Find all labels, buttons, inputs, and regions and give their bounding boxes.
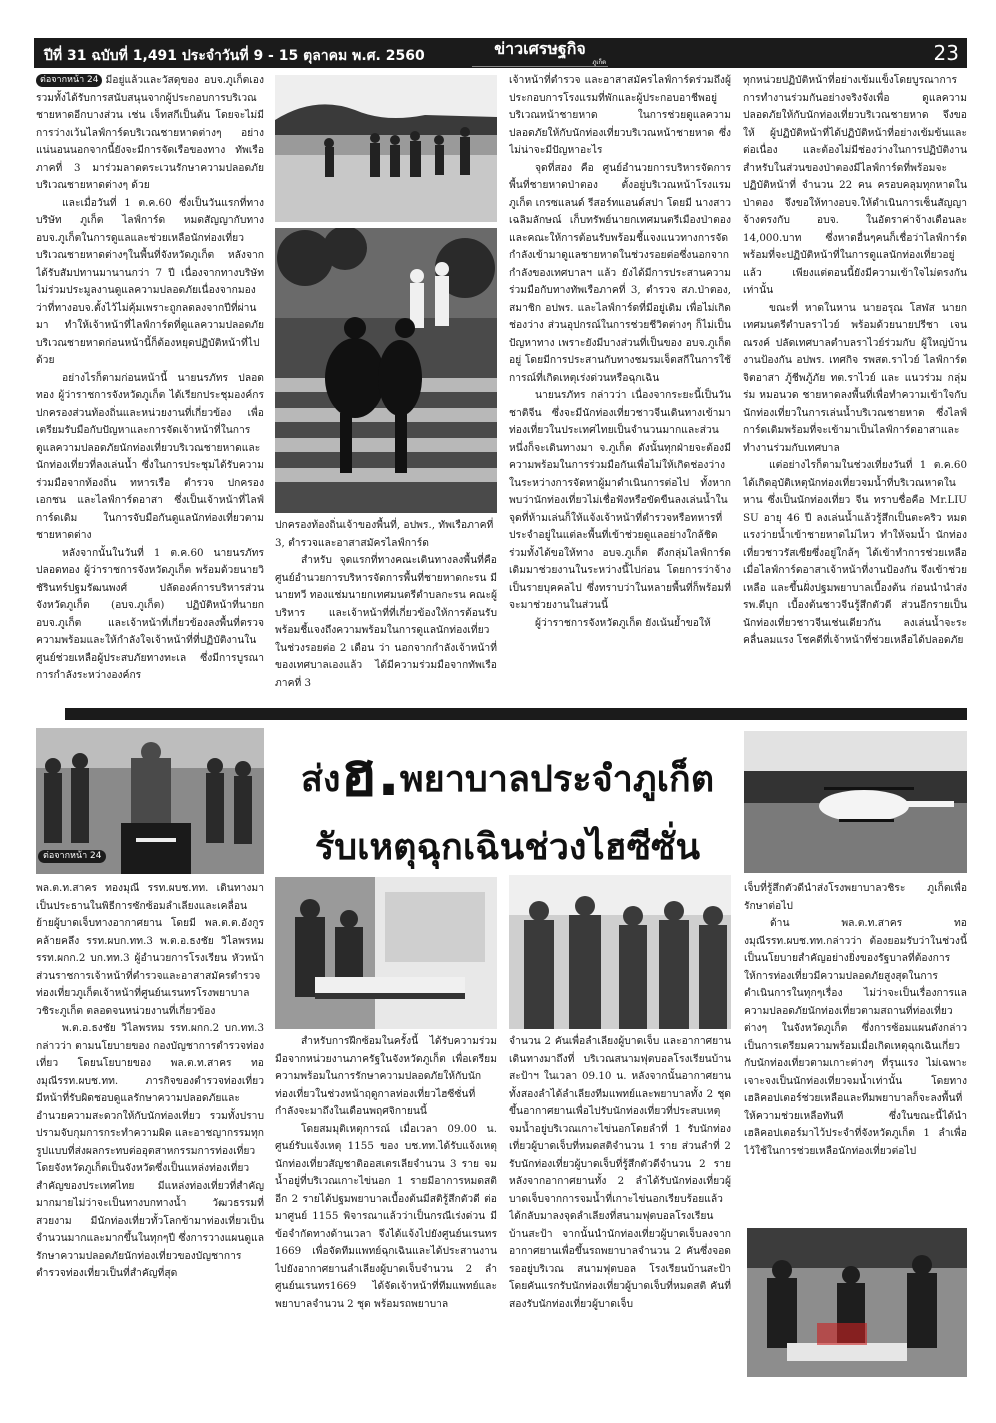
headline-emphasis: ฮ. [340,740,400,810]
story2-column-4 [744,880,967,1220]
story2-column-3 [509,1033,731,1420]
photo-caption: ปกครองท้องถิ่นเจ้าของพื้นที่, อปพร., ทัพเรือภาคที่ 3, ตำรวจและอาสาสมัครไลฟ์การ์ด [275,519,494,549]
story2-paragraph: โดยสมมุติเหตุการณ์ เมื่อเวลา 09.00 น. ศูนย์รับแจ้งเหตุ 1155 ของ บช.ทท.ได้รับแจ้งเหตุนักท่องเที่ยวสัญชาติออสเตรเลียจำนวน 3 ราย จมน้ำอยู่ที่บริเวณเกาะไข่นอก 1 รายมีอาการหมดสติ อีก 2 รายได้ปฐมพยาบาลเบื้องต้นมีสติรู้สึกตัวดี ต่อมาศูนย์ 1155 พิจารณาแล้วว่าเป็นกรณีเร่งด่วน มีข้อจำกัดทางด้านเวลา จึงได้แจ้งไปยังศูนย์นเรนทร 1669 เพื่อจัดทีมแพทย์ฉุกเฉินและได้ประสานงานไปยังอากาศยานลำเลียงผู้บาดเจ็บจำนวน 2 ลำ ศูนย์นเรนทร1669 ได้จัดเจ้าหน้าที่ทีมแพทย์และพยาบาลจำนวน 2 ชุด พร้อมรถพยาบาล [275,1122,497,1310]
section-divider [65,708,967,720]
story1-paragraph: ต่อจากหน้า 24 มีอยู่แล้วและวัสดุของ อบจ.ภูเก็ตเองรวมทั้งได้รับการสนับสนุนจากผู้ประกอบการบริเวณชายหาดอีกบางส่วน เช่น เจ็ทสกีเป็นต้น โดยจะไม่มีการว่างเว้นไลฟ์การ์ดบริเวณชายหาดต่างๆ อย่างแน่นอนนอกจากนี้ยังจะมีการจัดเรือของทาง ทัพเรือภาคที่ 3 มาร่วมลาดตระเวนรักษาความปลอดภัยบริเวณชายหาดต่างๆ ด้วย [36,74,264,191]
logo-subtext: ภูเก็ต [592,59,606,66]
story1-column-2 [275,552,497,704]
beach-patrol-photo [275,75,497,222]
story1-paragraph: และเมื่อวันที่ 1 ต.ค.60 ซึ่งเป็นวันแรกที่ทางบริษัท ภูเก็ต ไลฟ์การ์ด หมดสัญญากับทาง อบจ.ภูเก็ตในการดูแลและช่วยเหลือนักท่องเที่ยวบริเวณชายหาดต่างๆในพื้นที่จังหวัดภูเก็ต หลังจากได้รับสัมปทานมานานกว่า 7 ปี เนื่องจากทางบริษัทไม่ร่วมประมูลงานดูแลความปลอดภัยเนื่องจากมองว่าที่ทางอบจ.ตั้งไว้ไม่คุ้มเพราะถูกลดลงจากปีที่ผ่านมา ทำให้เจ้าหน้าที่ไลฟ์การ์ดที่ดูแลความปลอดภัยบริเวณชายหาดก่อนหน้านี้ก็ต้องหยุดปฏิบัติหน้าที่ไปด้วย [36,196,264,366]
story1-paragraph: อย่างไรก็ตามก่อนหน้านี้ นายนรภัทร ปลอดทอง ผู้ว่าราชการจังหวัดภูเก็ต ได้เรียกประชุมองค์กรปกครองส่วนท้องถิ่นและหน่วยงานที่เกี่ยวข้อง เพื่อเตรียมรับมือกับปัญหาและการจัดเจ้าหน้าที่ในการดูแลความปลอดภัยนักท่องเที่ยวบริเวณชายหาดและนักท่องเที่ยวที่ลงเล่นน้ำ ซึ่งในการประชุมได้รับความร่วมมือจากท้องถิ่น ทหารเรือ ตำรวจ ปกครอง เอกชน และไลฟ์การ์ดอาสา ซึ่งเป็นเจ้าหน้าที่ไลฟ์การ์ดเดิม ในการจับมือกันดูแลนักท่องเที่ยวตามชายหาดต่าง [36,371,264,541]
issue-info: ปีที่ 31 ฉบับที่ 1,491 ประจำวันที่ 9 - 15 ตุลาคม พ.ศ. 2560 [44,48,425,64]
story2-column-2 [275,1033,497,1420]
story2-paragraph: ด้าน พล.ต.ท.สาคร ทองมุณีรรท.ผบช.ทท.กล่าวว่า ต้องยอมรับว่าในช่วงนี้เป็นนโยบายสำคัญอย่างยิ่งของรัฐบาลที่ต้องการให้การท่องเที่ยวมีความปลอดภัยสูงสุดในการดำเนินการในทุกๆเรื่อง ไม่ว่าจะเป็นเรื่องการแลความปลอดภัยนักท่องเที่ยวตามสถานที่ท่องเที่ยวต่างๆ ในจังหวัดภูเก็ต ซึ่งการซ้อมแผนดังกล่าวเป็นการเตรียมความพร้อมเมื่อเกิดเหตุฉุกเฉินเกี่ยวกับนักท่องเที่ยวตามเกาะต่างๆ ที่รุนแรง ไม่เฉพาะเจาะจงเป็นนักท่องเที่ยวจมน้ำเท่านั้น โดยทางเฮลิคอปเตอร์ช่วยเหลือและทีมพยาบาลก็จะลงพื้นที่ให้ความช่วยเหลือทันที ซึ่งในขณะนี้ได้นำเฮลิคอปเตอร์มาไว้ประจำที่จังหวัดภูเก็ต 1 ลำเพื่อไว้ใช้ในการช่วยเหลือนักท่องเที่ยวต่อไป [744,917,967,1157]
story1-paragraph: เจ้าหน้าที่ตำรวจ และอาสาสมัครไลฟ์การ์ดร่วมถึงผู้ประกอบการโรงแรมที่พักและผู้ประกอบอาชีพอยู่บริเวณหน้าชายหาด ในการช่วยดูแลความปลอดภัยให้กับนักท่องเที่ยวบริเวณหน้าชายหาด ซึ่งไม่น่าจะมีปัญหาอะไร [509,74,731,156]
first-aid-photo [747,1228,967,1377]
story1-paragraph: ขณะที่ หาดในหาน นายอรุณ โสฬส นายกเทศมนตรีตำบลราไวย์ พร้อมด้วยนายปรีชา เจนณรงค์ ปลัดเทศบาลตำบลราไวย์ร่วมกับ ผู้ใหญ่บ้าน งานป้องกัน อปพร. เทศกิจ รพสต.ราไวย์ ไลฟ์การ์ดจิตอาสา ภู้ชีพภู้ภัย ทต.ราไวย์ และ แนวร่วม กลุ่มร่ม หมอนวด ชายหาดลงพื้นที่เพื่อทำความเข้าใจกับนักท่องเที่ยวในการเล่นน้ำบริเวณชายหาด ซึ่งไลฟ์การ์ดเดิมพร้อมที่จะเข้ามาเป็นไลฟ์การ์ดอาสาและทำงานร่วมกับเทศบาล [743,301,967,454]
story1-paragraph: สำหรับ จุดแรกที่ทางคณะเดินทางลงพื้นที่คือ ศูนย์อำนวยการบริหารจัดการพื้นที่ชายหาดกะรน มีนายทวี ทองแช่มนายกเทศมนตรีตำบลกะรน คณะผู้บริหาร และเจ้าหน้าที่ที่เกี่ยวข้องให้การต้อนรับ พร้อมชี้แจงถึงความพร้อมในการดูแลนักท่องเที่ยว ในช่วงรอยต่อ 2 เดือน ว่า นอกจากกำลังเจ้าหน้าที่ของเทศบาลเองแล้ว ได้มีความร่วมมือจากทัพเรือภาคที่ 3 [275,554,497,689]
page-header [34,38,967,68]
newspaper-logo [472,39,608,67]
story2-headline-line1: ส่งฮ.พยาบาลประจำภูเก็ต [300,740,715,810]
story2-paragraph: สำหรับการฝึกซ้อมในครั้งนี้ ได้รับความร่วมมือจากหน่วยงานภาครัฐในจังหวัดภูเก็ต เพื่อเตรียมความพร้อมในการรักษาความปลอดภัยให้กับนักท่องเที่ยวในช่วงหน้าฤดูกาลท่องเที่ยวไฮซีซั่นที่กำลังจะมาถึงในเดือนพฤศจิกายนนี้ [275,1035,497,1117]
page-number: 23 [933,41,959,65]
story2-paragraph: จำนวน 2 คันเพื่อลำเลียงผู้บาดเจ็บ และอากาศยานเดินทางมาถึงที่ บริเวณสนามฟุตบอลโรงเรียนบ้านสะป้าฯ ในเวลา 09.10 น. หลังจากนั้นอากาศยานทั้งสองลำได้ลำเลียงทีมแพทย์และพยาบาลทั้ง 2 ชุด ขึ้นอากาศยานเพื่อไปรับนักท่องเที่ยวที่ประสบเหตุจมน้ำอยู่บริเวณเกาะไข่นอกโดยลำที่ 1 รับนักท่องเที่ยวผู้บาดเจ็บที่หมดสติจำนวน 1 ราย ส่วนลำที่ 2 รับนักท่องเที่ยวผู้บาดเจ็บที่รู้สึกตัวดีจำนวน 2 ราย หลังจากอากาศยานทั้ง 2 ลำได้รับนักท่องเที่ยวผู้บาดเจ็บจากการจมน้ำที่เกาะไข่นอกเรียบร้อยแล้ว ได้กลับมาลงจุดลำเลียงที่สนามฟุตบอลโรงเรียนบ้านสะป้า จากนั้นนำนักท่องเที่ยวผู้บาดเจ็บลงจากอากาศยานเพื่อขึ้นรถพยาบาลจำนวน 2 คันซึ่งจอดรออยู่บริเวณ สนามฟุตบอล โรงเรียนบ้านสะป้า โดยคันแรกรับนักท่องเที่ยวผู้บาดเจ็บที่หมดสติ คันที่สองรับนักท่องเที่ยวผู้บาดเจ็บ [509,1035,731,1310]
story1-paragraph: แต่อย่างไรก็ตามในช่วงเที่ยงวันที่ 1 ต.ค.60 ได้เกิดอุบัติเหตุนักท่องเที่ยวจมน้ำที่บริเวณหาดในหาน ซึ่งเป็นนักท่องเที่ยว จีน ทราบชื่อคือ Mr.LIU SU อายุ 46 ปี ลงเล่นน้ำแล้วรู้สึกเป็นตะคริว หมดแรงว่ายน้ำเข้าชายหาดไม่ไหว ทำให้จมน้ำ นักท่องเที่ยวชาวรัสเซียซึ่งอยู่ใกล้ๆ ได้เข้าทำการช่วยเหลือ เมื่อไลฟ์การ์ดอาสาเจ้าหน้าที่งานป้องกัน จึงเข้าช่วยเหลือ และขึ้นฝั่งปฐมพยาบาลเบื้องต้น ก่อนนำนำส่งรพ.ดีบุก เบื้องต้นชาวจีนรู้สึกตัวดี ส่วนอีกรายเป็นนักท่องเที่ยวชาวจีนเช่นเดียวกัน ลงเล่นน้ำจะระคลื่นลมแรง โชคดีที่เจ้าหน้าที่ช่วยเหลือได้ปลอดภัย [743,459,967,646]
story1-paragraph: ผู้ว่าราชการจังหวัดภูเก็ต ยังเน้นย้ำขอให้ [535,616,711,629]
story2-paragraph: เจ็บที่รู้สึกตัวดีนำส่งโรงพยาบาลวชิระ ภูเก็ตเพื่อรักษาต่อไป [744,882,967,912]
story1-paragraph: ทุกหน่วยปฏิบัติหน้าที่อย่างเข้มแข็งโดยบูรณาการการทำงานร่วมกันอย่างจริงจังเพื่อ ดูแลความปลอดภัยให้กับนักท่องเที่ยวบริเวณชายหาด จึงขอให้ ผู้ปฏิบัติหน้าที่ได้ปฏิบัติหน้าที่อย่างเข้มข้นและต่อเนื่อง และต้องไม่มีช่องว่างในการปฏิบัติงาน สำหรับในส่วนของป่าตองมีไลฟ์การ์ดที่พร้อมจะปฏิบัติหน้าที่ จำนวน 22 คน ครอบคลุมทุกหาดในป่าตอง จึงขอให้ทางอบจ.ให้ดำเนินการเซ็นสัญญาจ้างตรงกับ อบจ. ในอัตราค่าจ้างเดือนละ 14,000.บาท ซึ่งหาดอื่นๆคนก็เชื่อว่าไลฟ์การ์ดพร้อมที่จะปฏิบัติหน้าที่ในการดูแลนักท่องเที่ยวอยู่แล้ว เพียงแต่ตอนนี้ยังมีความเข้าใจไม่ตรงกันเท่านั้น [743,74,967,296]
continued-tag: ต่อจากหน้า 24 [38,850,106,863]
story2-column-1 [36,880,264,1420]
helicopter-photo [744,731,967,873]
story1-paragraph: หลังจากนั้นในวันที่ 1 ต.ค.60 นายนรภัทร ปลอดทอง ผู้ว่าราชการจังหวัดภูเก็ต พร้อมด้วยนายวิชัรินทร์ปฐมรัฒนพงศ์ ปลัดองค์การบริหารส่วนจังหวัดภูเก็ต (อบจ.ภูเก็ต) ปฏิบัติหน้าที่นายกอบจ.ภูเก็ต และเจ้าหน้าที่เกี่ยวข้องลงพื้นที่ตรวจความพร้อมและให้กำลังใจเจ้าหน้าที่ที่ปฏิบัติงานในศูนย์ช่วยเหลือผู้ประสบภัยทางทะเล ซึ่งมีการบูรณาการกำลังระหว่างองค์กร [36,546,264,681]
story1-paragraph: นายนรภัทร กล่าวว่า เนื่องจากระยะนี้เป็นวันชาติจีน ซึ่งจะมีนักท่องเที่ยวชาวจีนเดินทางเข้ามาท่องเที่ยวในประเทศไทยเป็นจำนวนมากและส่วนหนึ่งก็จะเดินทางมา จ.ภูเก็ต ดังนั้นทุกฝ่ายจะต้องมีความพร้อมในการร่วมมือกันเพื่อไม่ให้เกิดช่องว่างในระหว่างการจัดหาผู้มาดำเนินการต่อไป ทั้งหากพบว่านักท่องเที่ยวไม่เชื่อฟังหรือขัดขืนลงเล่นน้ำในจุดที่ห้ามเล่นก็ให้แจ้งเจ้าหน้าที่ตำรวจหรือทหารที่ประจำอยู่ในแต่ละพื้นที่เข้าช่วยดูแลอย่างใกล้ชิด ร่วมทั้งได้ขอให้ทาง อบจ.ภูเก็ต ดึงกลุ่มไลฟ์การ์ดเดิมมาช่วยงานในระหว่างนี้ไปก่อน โดยการว่าจ้างเป็นรายบุคคลไป ซึ่งทราบว่าในหลายพื้นที่ก็พร้อมที่จะมาช่วยงานในส่วนนี้ [509,389,731,611]
story1-paragraph: จุดที่สอง คือ ศูนย์อำนวยการบริหารจัดการพื้นที่ชายหาดป่าตอง ตั้งอยู่บริเวณหน้าโรงแรม ภูเก็ต เกรซแลนด์ รีสอร์ทแอนด์สปา โดยมี นางสาวเฉลิมลักษณ์ เก็บทรัพย์นายกเทศมนตรีเมืองป่าตอง และคณะให้การต้อนรับพร้อมชี้แจงแนวทางการจัดกำลังเข้ามาดูแลชายหาดในช่วงรอยต่อซึ่งนอกจากกำลังของเทศบาลฯ แล้ว ยังได้มีการประสานความร่วมมือกับทางทัพเรือภาคที่ 3, ตำรวจ สภ.ป่าตอง, สมาชิก อปพร. และไลฟ์การ์ดที่มีอยู่เดิม เพื่อไม่เกิดช่องว่าง ส่วนอุปกรณ์ในการช่วยชีวิตต่างๆ ก็ไม่เป็นปัญหาทาง เพราะยังมีบางส่วนที่เป็นของ อบจ.ภูเก็ต อยู่ โดยมีการประสานกับทางชมรมเจ็ตสกีในการใช้การณ์ที่เกิดเหตุเร่งด่วนหรือฉุกเฉิน [509,161,731,384]
story2-headline-line2: รับเหตุฉุกเฉินช่วงไฮซีซั่น [314,827,701,868]
story1-column-1 [36,72,264,704]
officials-photo [509,875,731,1029]
story2-paragraph: พ.ต.อ.ธงชัย วิไลพรหม รรท.ผกก.2 บก.ทท.3 กล่าวว่า ตามนโยบายของ กองบัญชาการตำรวจท่องเที่ยว โดยนโยบายของ พล.ต.ท.สาคร ทองมุณีรรท.ผบช.ทท. ภารกิจของตำรวจท่องเที่ยวมีหน้าที่รับผิดชอบดูแลรักษาความปลอดภัยและอำนวยความสะดวกให้กับนักท่องเที่ยว รวมทั้งปราบปรามจับกุมการกระทำความผิด และอาชญากรรมทุกรูปแบบที่ส่งผลกระทบต่ออุตสาหกรรมการท่องเที่ยว โดยจังหวัดภูเก็ตเป็นจังหวัดซึ่งเป็นแหล่งท่องเที่ยวสำคัญของประเทศไทย มีแหล่งท่องเที่ยวที่สำคัญมากมายไม่ว่าจะเป็นทางบกทางน้ำ วัฒวธรรมที่สวยงาม มีนักท่องเที่ยวทั้วโลกข้ามาท่องเที่ยวเป็นจำนวนมากและมากขึ้นในทุกๆปี ซึ่งการวางแผนดูแลรักษาความปลอดภัยนักท่องเที่ยวของบัญชาการตำรวจท่องเที่ยวเป็นที่สำคัญที่สุด [36,1022,264,1279]
story2-paragraph: พล.ต.ท.สาคร ทองมุณี รรท.ผบช.ทท. เดินทางมาเป็นประธานในพิธีการซักซ้อมลำเลียงและเคลื่อนย้ายผู้บาดเจ็บทางอากาศยาน โดยมี พล.ต.ต.อังกูร คล้ายคลึง รรท.ผบก.ทท.3 พ.ต.อ.ธงชัย วิไลพรหม รรท.ผกก.2 บก.ทท.3 ผู้อำนวยการโรงเรียน หัวหน้าส่วนราชการเจ้าหน้าที่ตำรวจและอาสาสมัครตำรวจท่องเที่ยวภูเก็ตเจ้าหน้าที่ศูนย์นเรนทรโรงพยาบาลวชิระภูเก็ต ตลอดจนหน่วยงานที่เกี่ยวข้อง [36,882,264,1017]
story1-column-3 [509,72,731,704]
continued-tag: ต่อจากหน้า 24 [36,74,102,87]
ambulance-photo [275,877,497,1029]
logo-text: ข่าวเศรษฐกิจ [494,39,586,58]
story1-column-4 [743,72,967,704]
lifeguard-rescue-photo [275,228,497,513]
